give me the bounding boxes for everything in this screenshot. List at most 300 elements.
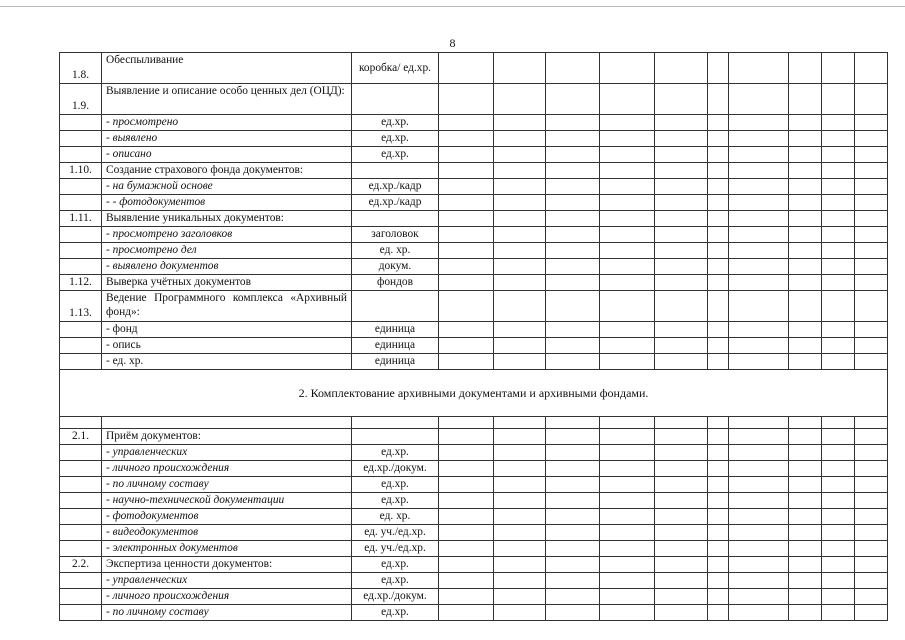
value-cell (708, 445, 729, 461)
item-number: 2.1. (60, 429, 102, 445)
item-number (60, 131, 102, 147)
table-row (60, 605, 888, 621)
unit-cell: ед.хр./докум. (352, 589, 439, 605)
value-cell (439, 429, 494, 445)
value-cell (729, 195, 789, 211)
unit-cell: ед.хр./докум. (352, 461, 439, 477)
value-cell (494, 291, 546, 322)
value-cell (600, 147, 655, 163)
value-cell (855, 461, 888, 477)
value-cell (600, 131, 655, 147)
table-cell (822, 417, 855, 429)
value-cell (789, 493, 822, 509)
table-row (60, 291, 888, 322)
table-row (60, 573, 888, 589)
value-cell (494, 429, 546, 445)
value-cell (439, 445, 494, 461)
item-number (60, 541, 102, 557)
value-cell (655, 259, 708, 275)
value-cell (855, 131, 888, 147)
value-cell (439, 84, 494, 115)
value-cell (708, 163, 729, 179)
value-cell (494, 354, 546, 370)
value-cell (600, 84, 655, 115)
value-cell (600, 541, 655, 557)
value-cell (708, 259, 729, 275)
value-cell (822, 275, 855, 291)
value-cell (729, 461, 789, 477)
value-cell (546, 605, 600, 621)
value-cell (822, 493, 855, 509)
value-cell (789, 338, 822, 354)
value-cell (546, 589, 600, 605)
value-cell (708, 525, 729, 541)
table-cell (855, 417, 888, 429)
value-cell (855, 509, 888, 525)
table-cell (60, 417, 102, 429)
value-cell (789, 573, 822, 589)
value-cell (789, 291, 822, 322)
table-row (60, 147, 888, 163)
value-cell (708, 429, 729, 445)
value-cell (822, 84, 855, 115)
item-label: - личного происхождения (102, 461, 352, 477)
value-cell (600, 493, 655, 509)
value-cell (729, 243, 789, 259)
value-cell (708, 573, 729, 589)
spacer-row (60, 417, 888, 429)
table-row (60, 429, 888, 445)
item-label: - выявлено (102, 131, 352, 147)
value-cell (729, 291, 789, 322)
value-cell (822, 477, 855, 493)
value-cell (708, 354, 729, 370)
table-cell (352, 417, 439, 429)
value-cell (546, 477, 600, 493)
value-cell (546, 84, 600, 115)
value-cell (655, 461, 708, 477)
value-cell (439, 573, 494, 589)
value-cell (655, 53, 708, 84)
value-cell (822, 115, 855, 131)
table-row (60, 338, 888, 354)
value-cell (708, 605, 729, 621)
value-cell (546, 243, 600, 259)
value-cell (600, 354, 655, 370)
value-cell (855, 211, 888, 227)
value-cell (546, 147, 600, 163)
table-row (60, 354, 888, 370)
value-cell (439, 525, 494, 541)
value-cell (439, 589, 494, 605)
value-cell (822, 429, 855, 445)
value-cell (855, 541, 888, 557)
value-cell (729, 53, 789, 84)
value-cell (822, 227, 855, 243)
item-number (60, 589, 102, 605)
value-cell (655, 322, 708, 338)
value-cell (855, 557, 888, 573)
value-cell (494, 477, 546, 493)
value-cell (494, 541, 546, 557)
value-cell (708, 115, 729, 131)
value-cell (708, 461, 729, 477)
value-cell (600, 179, 655, 195)
value-cell (439, 493, 494, 509)
value-cell (708, 147, 729, 163)
value-cell (439, 227, 494, 243)
value-cell (439, 115, 494, 131)
item-number (60, 525, 102, 541)
value-cell (546, 338, 600, 354)
value-cell (655, 291, 708, 322)
item-number (60, 445, 102, 461)
item-number (60, 354, 102, 370)
table-row (60, 115, 888, 131)
table-cell (729, 417, 789, 429)
value-cell (494, 211, 546, 227)
value-cell (494, 322, 546, 338)
value-cell (729, 525, 789, 541)
value-cell (600, 53, 655, 84)
value-cell (708, 53, 729, 84)
value-cell (439, 147, 494, 163)
value-cell (494, 147, 546, 163)
value-cell (439, 354, 494, 370)
value-cell (546, 322, 600, 338)
value-cell (494, 259, 546, 275)
value-cell (494, 275, 546, 291)
item-number (60, 605, 102, 621)
table-row (60, 179, 888, 195)
value-cell (546, 179, 600, 195)
value-cell (822, 195, 855, 211)
value-cell (655, 163, 708, 179)
value-cell (729, 573, 789, 589)
value-cell (655, 493, 708, 509)
value-cell (494, 179, 546, 195)
value-cell (822, 163, 855, 179)
page-top-edge (0, 6, 905, 7)
item-number: 1.13. (60, 291, 102, 322)
value-cell (600, 338, 655, 354)
unit-cell: ед.хр. (352, 573, 439, 589)
value-cell (439, 53, 494, 84)
value-cell (855, 338, 888, 354)
value-cell (822, 461, 855, 477)
value-cell (439, 195, 494, 211)
value-cell (708, 589, 729, 605)
value-cell (600, 573, 655, 589)
value-cell (546, 573, 600, 589)
value-cell (822, 243, 855, 259)
value-cell (708, 477, 729, 493)
value-cell (494, 573, 546, 589)
section-title: 2. Комплектование архивными документами и архивными фондами. (60, 370, 888, 417)
unit-cell: коробка/ ед.хр. (352, 53, 439, 84)
value-cell (729, 429, 789, 445)
value-cell (789, 84, 822, 115)
item-label: - управленческих (102, 573, 352, 589)
item-label: - описано (102, 147, 352, 163)
value-cell (494, 227, 546, 243)
value-cell (822, 605, 855, 621)
unit-cell: ед.хр. (352, 115, 439, 131)
section-header-row (60, 370, 888, 417)
report-table (59, 52, 888, 621)
unit-cell: единица (352, 354, 439, 370)
value-cell (494, 605, 546, 621)
value-cell (600, 525, 655, 541)
item-label: - фонд (102, 322, 352, 338)
value-cell (822, 211, 855, 227)
value-cell (546, 354, 600, 370)
value-cell (600, 605, 655, 621)
table-cell (494, 417, 546, 429)
value-cell (729, 322, 789, 338)
value-cell (546, 493, 600, 509)
item-number: 1.9. (60, 84, 102, 115)
value-cell (655, 354, 708, 370)
value-cell (708, 243, 729, 259)
item-label: Приём документов: (102, 429, 352, 445)
item-label: - электронных документов (102, 541, 352, 557)
table-row (60, 227, 888, 243)
value-cell (855, 147, 888, 163)
value-cell (439, 179, 494, 195)
value-cell (600, 589, 655, 605)
value-cell (729, 179, 789, 195)
value-cell (789, 525, 822, 541)
value-cell (655, 275, 708, 291)
value-cell (729, 259, 789, 275)
item-number: 2.2. (60, 557, 102, 573)
item-label: - ед. хр. (102, 354, 352, 370)
value-cell (729, 509, 789, 525)
value-cell (789, 275, 822, 291)
item-number (60, 493, 102, 509)
value-cell (822, 354, 855, 370)
item-number (60, 338, 102, 354)
value-cell (822, 525, 855, 541)
value-cell (655, 429, 708, 445)
value-cell (439, 163, 494, 179)
value-cell (729, 445, 789, 461)
value-cell (494, 84, 546, 115)
value-cell (822, 589, 855, 605)
value-cell (439, 557, 494, 573)
value-cell (600, 322, 655, 338)
unit-cell: заголовок (352, 227, 439, 243)
value-cell (729, 147, 789, 163)
value-cell (494, 445, 546, 461)
value-cell (855, 179, 888, 195)
unit-cell: ед. уч./ед.хр. (352, 541, 439, 557)
value-cell (855, 322, 888, 338)
value-cell (600, 211, 655, 227)
item-label: - личного происхождения (102, 589, 352, 605)
value-cell (729, 275, 789, 291)
value-cell (655, 243, 708, 259)
value-cell (546, 227, 600, 243)
value-cell (439, 259, 494, 275)
value-cell (494, 243, 546, 259)
value-cell (708, 131, 729, 147)
item-label: Экспертиза ценности документов: (102, 557, 352, 573)
item-number (60, 179, 102, 195)
item-number (60, 259, 102, 275)
item-label: - просмотрено дел (102, 243, 352, 259)
value-cell (494, 525, 546, 541)
unit-cell: единица (352, 322, 439, 338)
item-number (60, 115, 102, 131)
value-cell (546, 115, 600, 131)
value-cell (546, 259, 600, 275)
value-cell (600, 557, 655, 573)
item-label: - - фотодокументов (102, 195, 352, 211)
value-cell (789, 557, 822, 573)
value-cell (655, 115, 708, 131)
table-row (60, 493, 888, 509)
value-cell (729, 557, 789, 573)
item-label: - научно-технической документации (102, 493, 352, 509)
value-cell (789, 115, 822, 131)
value-cell (600, 227, 655, 243)
value-cell (494, 589, 546, 605)
table-row (60, 445, 888, 461)
value-cell (655, 589, 708, 605)
value-cell (439, 541, 494, 557)
table-row (60, 557, 888, 573)
table-row (60, 477, 888, 493)
value-cell (708, 509, 729, 525)
value-cell (855, 477, 888, 493)
value-cell (729, 589, 789, 605)
unit-cell: ед.хр. (352, 557, 439, 573)
value-cell (789, 445, 822, 461)
value-cell (729, 477, 789, 493)
value-cell (789, 461, 822, 477)
value-cell (600, 195, 655, 211)
value-cell (655, 211, 708, 227)
value-cell (546, 291, 600, 322)
table-row (60, 589, 888, 605)
value-cell (855, 243, 888, 259)
value-cell (494, 509, 546, 525)
value-cell (600, 509, 655, 525)
unit-cell: единица (352, 338, 439, 354)
value-cell (494, 115, 546, 131)
value-cell (655, 84, 708, 115)
value-cell (439, 131, 494, 147)
value-cell (789, 53, 822, 84)
value-cell (600, 429, 655, 445)
value-cell (546, 163, 600, 179)
table-row (60, 195, 888, 211)
value-cell (708, 557, 729, 573)
value-cell (546, 211, 600, 227)
item-number: 1.12. (60, 275, 102, 291)
value-cell (822, 338, 855, 354)
value-cell (439, 211, 494, 227)
value-cell (855, 84, 888, 115)
value-cell (546, 461, 600, 477)
value-cell (708, 227, 729, 243)
value-cell (600, 163, 655, 179)
value-cell (729, 131, 789, 147)
item-number: 1.11. (60, 211, 102, 227)
value-cell (494, 195, 546, 211)
value-cell (855, 195, 888, 211)
item-number (60, 147, 102, 163)
value-cell (600, 445, 655, 461)
item-number (60, 227, 102, 243)
table-cell (439, 417, 494, 429)
item-label: - просмотрено (102, 115, 352, 131)
value-cell (789, 147, 822, 163)
value-cell (729, 541, 789, 557)
value-cell (546, 445, 600, 461)
table-cell (708, 417, 729, 429)
unit-cell: ед.хр. (352, 131, 439, 147)
value-cell (789, 131, 822, 147)
table-cell (546, 417, 600, 429)
value-cell (494, 163, 546, 179)
unit-cell: ед.хр. (352, 605, 439, 621)
value-cell (855, 493, 888, 509)
value-cell (600, 115, 655, 131)
value-cell (546, 541, 600, 557)
item-number: 1.10. (60, 163, 102, 179)
value-cell (855, 275, 888, 291)
value-cell (789, 354, 822, 370)
value-cell (822, 509, 855, 525)
item-number (60, 243, 102, 259)
table-cell (600, 417, 655, 429)
value-cell (546, 509, 600, 525)
item-label: Выявление и описание особо ценных дел (ОЦД): (102, 84, 352, 115)
unit-cell: ед. хр. (352, 509, 439, 525)
table-row (60, 84, 888, 115)
item-label: - по личному составу (102, 605, 352, 621)
value-cell (855, 445, 888, 461)
value-cell (546, 525, 600, 541)
value-cell (708, 541, 729, 557)
value-cell (546, 429, 600, 445)
value-cell (655, 131, 708, 147)
value-cell (655, 477, 708, 493)
item-number (60, 477, 102, 493)
value-cell (729, 84, 789, 115)
value-cell (729, 354, 789, 370)
item-number (60, 461, 102, 477)
value-cell (822, 291, 855, 322)
item-label: - по личному составу (102, 477, 352, 493)
value-cell (708, 493, 729, 509)
value-cell (600, 291, 655, 322)
table-row (60, 243, 888, 259)
value-cell (855, 163, 888, 179)
unit-cell (352, 84, 439, 115)
value-cell (708, 275, 729, 291)
value-cell (655, 179, 708, 195)
item-label: - видеодокументов (102, 525, 352, 541)
value-cell (546, 275, 600, 291)
value-cell (855, 605, 888, 621)
value-cell (855, 291, 888, 322)
item-label: Создание страхового фонда документов: (102, 163, 352, 179)
value-cell (439, 509, 494, 525)
